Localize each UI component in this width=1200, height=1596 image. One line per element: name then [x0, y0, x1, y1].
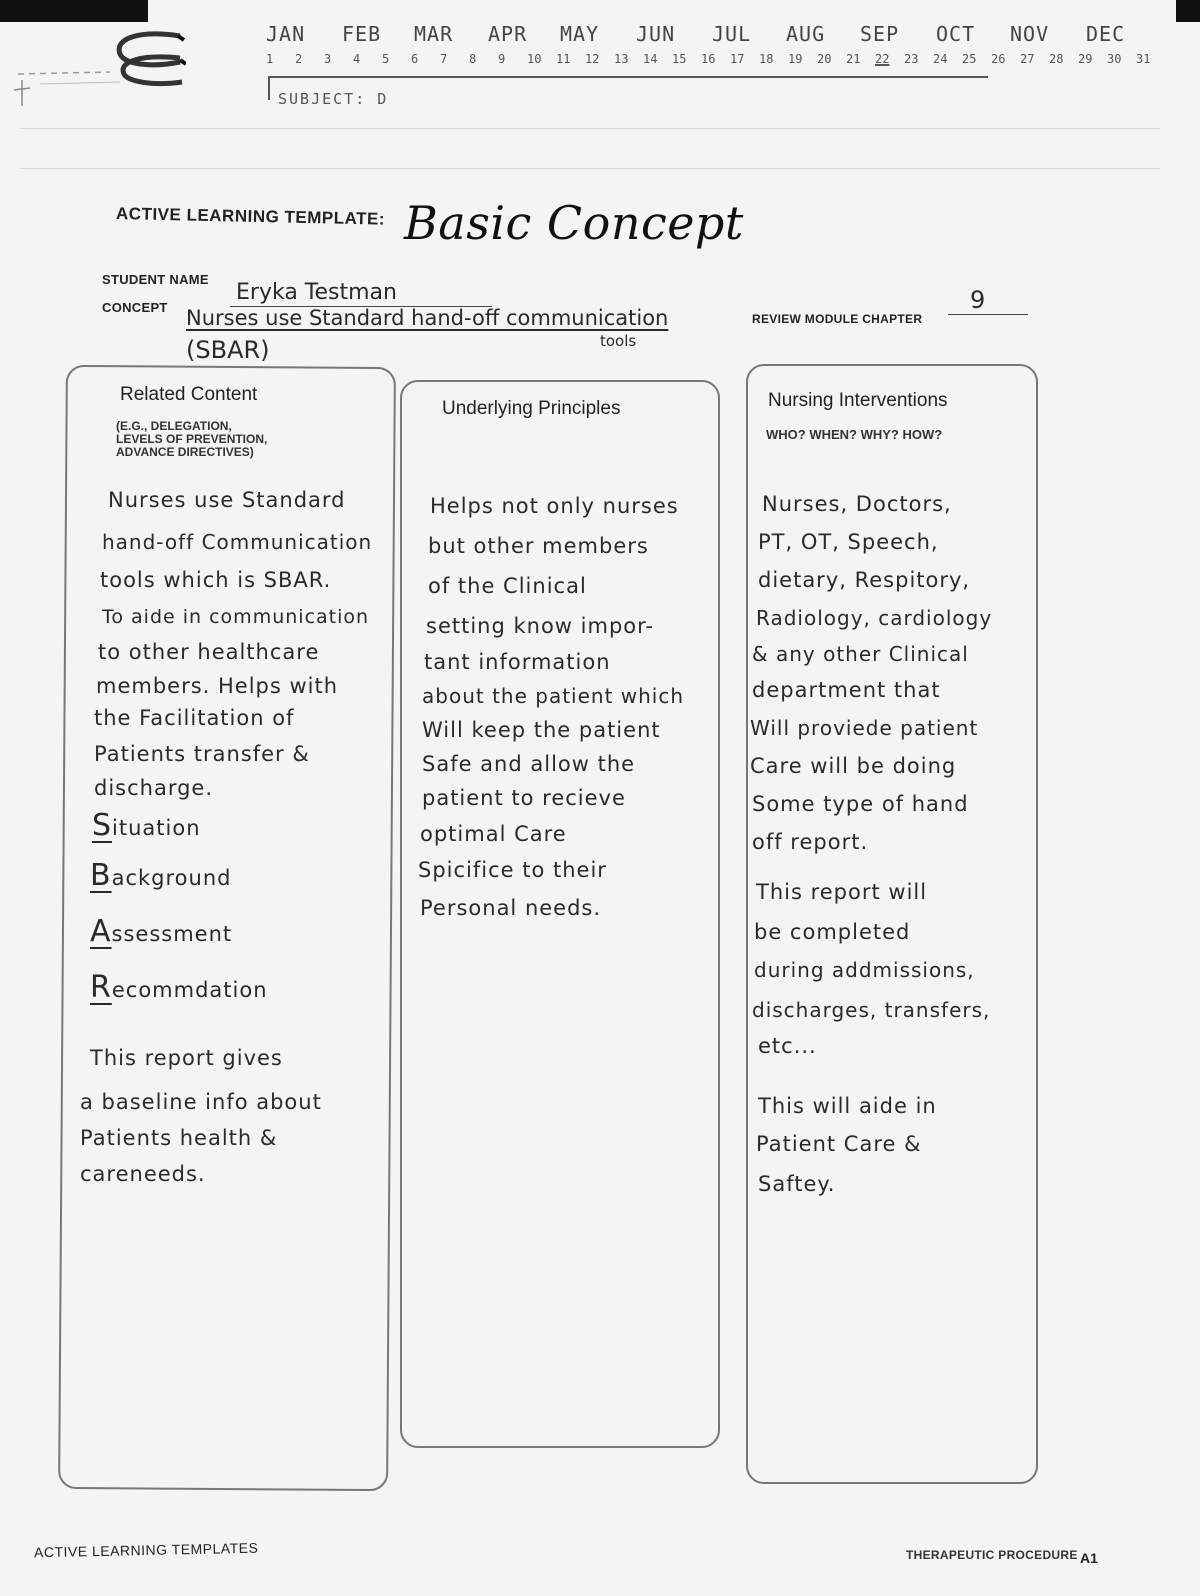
day-number: 19: [788, 52, 803, 66]
month-label: JAN: [266, 22, 306, 46]
sbar-word: ssessment: [111, 922, 233, 946]
handwritten-line: about the patient which: [422, 684, 685, 708]
day-number: 15: [672, 52, 687, 66]
handwritten-line: Personal needs.: [420, 896, 602, 920]
concept-value-sbar: (SBAR): [186, 336, 270, 364]
chapter-value: 9: [970, 286, 986, 314]
day-number: 27: [1020, 52, 1035, 66]
day-number: 28: [1049, 52, 1064, 66]
month-label: DEC: [1086, 22, 1126, 46]
day-number: 31: [1136, 52, 1151, 66]
day-number: 8: [469, 52, 477, 66]
handwritten-line: To aide in communication: [102, 606, 370, 628]
sbar-word: ecommdation: [111, 978, 268, 1002]
handwritten-line: but other members: [428, 534, 649, 558]
scan-edge-shadow: [0, 0, 148, 22]
day-number: 29: [1078, 52, 1093, 66]
day-number: 23: [904, 52, 919, 66]
day-number: 3: [324, 52, 332, 66]
day-number: 20: [817, 52, 832, 66]
day-number: 13: [614, 52, 629, 66]
day-number: 12: [585, 52, 600, 66]
handwritten-line: hand-off Communication: [102, 530, 373, 554]
related-subheading-line: (E.G., DELEGATION,: [116, 419, 232, 433]
day-number: 14: [643, 52, 658, 66]
day-number: 16: [701, 52, 716, 66]
handwritten-line: Care will be doing: [750, 754, 957, 778]
handwritten-line: This will aide in: [758, 1094, 937, 1118]
handwritten-line: a baseline info about: [80, 1090, 322, 1114]
footer-series-label: ACTIVE LEARNING TEMPLATES: [33, 1539, 259, 1561]
handwritten-line: of the Clinical: [428, 574, 587, 598]
month-label: AUG: [786, 22, 826, 46]
handwritten-line: to other healthcare: [98, 640, 320, 664]
related-content-heading: Related Content: [120, 384, 258, 405]
handwritten-line: Safe and allow the: [422, 752, 636, 776]
handwritten-line: & any other Clinical: [752, 642, 969, 666]
day-row: [262, 52, 1151, 72]
subject-rule-tick: [268, 76, 270, 100]
month-label: APR: [488, 22, 528, 46]
student-name-label: STUDENT NAME: [102, 272, 209, 287]
chapter-label: REVIEW MODULE CHAPTER: [752, 312, 923, 326]
day-number: 21: [846, 52, 861, 66]
handwritten-line: off report.: [752, 830, 869, 854]
day-number: 9: [498, 52, 506, 66]
handwritten-line: Patients health &: [80, 1126, 278, 1150]
day-number: 2: [295, 52, 303, 66]
student-name-value: Eryka Testman: [236, 280, 397, 305]
day-number: 18: [759, 52, 774, 66]
binder-ring-icon: [110, 28, 186, 88]
handwritten-line: tools which is SBAR.: [100, 568, 332, 592]
sbar-line-situation: [92, 808, 201, 843]
month-label: JUN: [636, 22, 676, 46]
template-title: Basic Concept: [404, 196, 744, 250]
sbar-line-assessment: [90, 914, 232, 949]
day-number: 5: [382, 52, 390, 66]
handwritten-line: dietary, Respitory,: [758, 568, 971, 592]
handwritten-line: discharge.: [94, 776, 214, 800]
month-label: MAY: [560, 22, 600, 46]
handwritten-line: members. Helps with: [96, 674, 339, 698]
handwritten-line: This report will: [756, 880, 928, 904]
handwritten-line: setting know impor-: [426, 614, 654, 638]
nursing-interventions-heading: Nursing Interventions: [768, 390, 948, 411]
handwritten-line: Some type of hand: [752, 792, 969, 816]
related-subheading-line: ADVANCE DIRECTIVES): [116, 445, 254, 459]
concept-value-tools: tools: [600, 332, 637, 350]
sbar-line-background: [90, 858, 231, 893]
handwritten-line: Nurses use Standard: [108, 488, 346, 512]
month-label: FEB: [342, 22, 382, 46]
sbar-word: ackground: [111, 866, 232, 890]
day-number: 25: [962, 52, 977, 66]
month-label: SEP: [860, 22, 900, 46]
sbar-word: ituation: [112, 816, 201, 840]
day-number: 17: [730, 52, 745, 66]
month-label: JUL: [712, 22, 752, 46]
subject-label: SUBJECT: D: [278, 90, 389, 104]
handwritten-line: optimal Care: [420, 822, 567, 846]
day-number: 30: [1107, 52, 1122, 66]
handwritten-line: the Facilitation of: [94, 706, 295, 730]
related-subheading-line: LEVELS OF PREVENTION,: [116, 432, 268, 446]
sbar-letter: S: [92, 808, 113, 843]
related-content-subheading: [116, 420, 267, 459]
ruled-line: [20, 168, 1160, 169]
handwritten-line: careneeds.: [80, 1162, 206, 1186]
handwritten-line: Will keep the patient: [422, 718, 661, 742]
template-label: ACTIVE LEARNING TEMPLATE:: [115, 204, 386, 229]
handwritten-line: Saftey.: [758, 1172, 836, 1196]
handwritten-line: Will proviede patient: [750, 716, 979, 740]
chapter-rule: [948, 314, 1028, 315]
handwritten-line: Helps not only nurses: [430, 494, 679, 518]
concept-label: CONCEPT: [102, 300, 168, 315]
month-label: MAR: [414, 22, 454, 46]
sbar-letter: A: [90, 914, 112, 949]
day-number: 7: [440, 52, 448, 66]
day-number: 11: [556, 52, 571, 66]
day-number: 6: [411, 52, 419, 66]
scan-edge-shadow-right: [1176, 0, 1200, 22]
underlying-principles-heading: Underlying Principles: [442, 398, 621, 419]
handwritten-line: Patients transfer &: [94, 742, 310, 766]
sbar-letter: B: [90, 858, 112, 893]
nursing-interventions-subheading: WHO? WHEN? WHY? HOW?: [766, 427, 943, 442]
handwritten-line: patient to recieve: [422, 786, 626, 810]
month-label: OCT: [936, 22, 976, 46]
handwritten-line: tant information: [424, 650, 611, 674]
handwritten-line: discharges, transfers,: [752, 998, 991, 1022]
footer-page-number: A1: [1080, 1550, 1098, 1566]
sbar-line-recommendation: [90, 970, 268, 1005]
handwritten-line: This report gives: [90, 1046, 283, 1070]
handwritten-line: Nurses, Doctors,: [762, 492, 952, 516]
handwritten-line: etc...: [758, 1034, 817, 1058]
sbar-letter: R: [90, 970, 112, 1005]
handwritten-line: Patient Care &: [756, 1132, 922, 1156]
handwritten-line: be completed: [754, 920, 911, 944]
handwritten-line: during addmissions,: [754, 958, 975, 982]
day-number: 24: [933, 52, 948, 66]
handwritten-line: department that: [752, 678, 941, 702]
day-number: 26: [991, 52, 1006, 66]
day-number: 10: [527, 52, 542, 66]
handwritten-line: PT, OT, Speech,: [758, 530, 939, 554]
day-number: 4: [353, 52, 361, 66]
handwritten-line: Spicifice to their: [418, 858, 607, 882]
ruled-line: [20, 128, 1160, 129]
concept-value: Nurses use Standard hand-off communication: [186, 306, 669, 330]
month-label: NOV: [1010, 22, 1050, 46]
footer-section-label: THERAPEUTIC PROCEDURE: [906, 1548, 1078, 1562]
handwritten-line: Radiology, cardiology: [756, 606, 993, 630]
day-number: 22: [875, 52, 890, 66]
day-number: 1: [266, 52, 274, 66]
subject-rule: [268, 76, 988, 78]
